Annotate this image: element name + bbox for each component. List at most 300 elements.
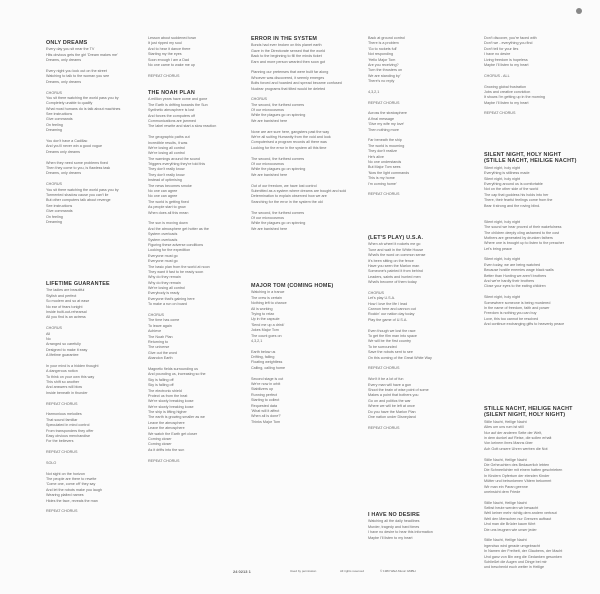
lyric-line: Up in the capsule: [251, 317, 280, 322]
lyric-line: Love, this too cannot be resolved: [484, 316, 539, 321]
song-block: [46, 40, 141, 225]
lyric-line: Maybe I'll listen to my heart: [368, 535, 413, 540]
lyric-line: And to hear it dance there: [148, 46, 191, 51]
lyric-line: Triggers everything they're told this: [148, 162, 206, 167]
lyric-line: Give out the word: [148, 350, 177, 355]
lyric-line: The label rewrite and start a slow reaction: [148, 124, 217, 129]
lyric-line: Abandon Earth: [148, 356, 173, 361]
lyric-line: Not on the other side of the world: [484, 187, 539, 192]
lyric-line: None are are sure here, gangsters past the way: [251, 129, 330, 134]
lyric-line: Everyone that's gaining here: [148, 296, 195, 301]
lyric-line: Wearing plaited names: [46, 493, 84, 498]
lyric-line: On feeling: [46, 122, 63, 127]
lyric-line: What most humans do is talk about machines: [46, 106, 121, 111]
lyric-line: Whoever was discovered, it seemly emerges: [251, 75, 325, 80]
lyric-line: Starting my the eyes: [148, 52, 182, 57]
lyric-line: Mothers are generated by drunken fathers: [484, 235, 553, 240]
lyric-line: Why do they remain: [148, 275, 181, 280]
lyric-line: Searching for the error in the system the old: [251, 199, 323, 204]
lyric-line: Watching in a trance: [251, 290, 285, 295]
lyric-line: They want it fast to be ready soon: [148, 269, 204, 274]
lyric-line: Second stage is cut: [251, 376, 284, 381]
lyric-line: CHORUS: [251, 97, 267, 102]
lyric-line: Nothing left to chance: [251, 301, 287, 306]
lyric-line: Die Schneelichter mit einem hatten geschrieben: [484, 468, 563, 473]
song-block: [251, 283, 346, 425]
lyric-line: In Namen der Freiheit, der Glaubens, der Macht: [484, 549, 563, 554]
lyric-line: Irgendwo wird gerade umgebracht: [484, 543, 540, 548]
lyric-line: He's alive: [368, 154, 384, 159]
lyric-line: While the plagues go on spinning: [251, 167, 306, 172]
song-title: LIFETIME GUARANTEE: [46, 281, 110, 287]
lyric-line: So modern and so at ease: [46, 299, 90, 304]
lyric-line: The world is mourning: [368, 143, 405, 148]
lyric-line: And we're hardly their brothers: [484, 279, 535, 284]
lyric-line: Across the stratosphere: [368, 111, 407, 116]
lyric-line: The electronic shield: [148, 388, 182, 393]
lyric-line: 'Hello Major Tom: [368, 57, 396, 62]
lyric-line: In Kindern Opfertum der elenden Kinder: [484, 473, 550, 478]
lyric-line: Save the robots sent to see: [368, 350, 413, 355]
lyric-line: Everyone must go: [148, 259, 178, 264]
credit-3: © 1983 WEA Music GMBH: [380, 569, 416, 573]
song-block: [46, 281, 141, 515]
lyric-line: Living freedom is hopeless: [484, 57, 528, 62]
lyric-line: The ship is lifting higher: [148, 410, 187, 415]
lyric-line: The news becomes smoke: [148, 183, 192, 188]
lyric-line: Completely unable to qualify: [46, 101, 93, 106]
lyric-line: SOLO: [46, 460, 57, 465]
lyric-line: uneinsicht dem Friede: [484, 489, 521, 494]
song-block: [148, 90, 243, 464]
lyric-line: When does all this mean: [148, 210, 189, 215]
lyric-line: When ah wheel it rockets me go: [368, 242, 421, 247]
song-block: [368, 512, 463, 541]
lyric-line: Let's play U.S.A.: [368, 296, 396, 301]
lyric-line: Silent night, holy night: [484, 257, 521, 262]
lyric-line: Far beneath the ship: [368, 138, 402, 143]
lyric-line: Earth below us: [251, 349, 276, 354]
lyric-line: in dem dunkel auf Reise, die sollen erhalt: [484, 435, 552, 440]
lyric-line: As it drifts into the sun: [148, 447, 185, 452]
lyric-line: Everybody is ready: [148, 291, 180, 296]
lyric-line: Back to the beginning to fill the minds ticket: [251, 54, 322, 59]
lyric-line: As people start to grow: [148, 205, 186, 210]
lyric-line: To think on your own this way: [46, 374, 95, 379]
song-block: [148, 36, 243, 79]
lyric-line: Even today, we are being watched: [484, 262, 541, 267]
lyric-line: Why do they remain: [148, 280, 181, 285]
lyric-line: The earth is growing smaller as we: [148, 415, 205, 420]
lyric-line: We watch the Earth get closer: [148, 431, 198, 436]
lyric-line: And answers will blow: [46, 385, 83, 390]
lyric-line: REPEAT CHORUS: [368, 100, 400, 105]
lyric-line: REPEAT CHORUS: [148, 73, 180, 78]
lyric-line: Bear it strong and the roving blind.: [484, 203, 541, 208]
lyric-line: Weil den Menschen nur Grenzen aufbaut: [484, 516, 552, 521]
lyric-line: Of our microcosmos: [251, 162, 284, 166]
lyric-line: While the plagues go on spinning: [251, 113, 306, 118]
lyric-line: They don't really know: [148, 167, 185, 172]
lyric-line: Not responding: [368, 52, 394, 57]
lyric-line: The second, the furthest corners: [251, 156, 305, 161]
lyric-line: Returning to: [148, 339, 169, 344]
lyric-line: REPEAT CHORUS: [484, 111, 516, 116]
lyric-line: Alles um uns rum ist still: [484, 425, 524, 430]
lyric-line: Bonds had ever broken on this planet earth: [251, 43, 322, 48]
lyric-line: To be surrounded: [368, 344, 397, 349]
lyric-line: Stille Nacht, Heilige Nacht: [484, 538, 527, 543]
lyric-line: CHORUS: [46, 326, 62, 331]
lyric-line: 4,3,2,1: [368, 89, 380, 94]
lyric-line: Looking for the error in the system all this time: [251, 145, 327, 150]
lyric-line: Of our microcosmos: [251, 108, 284, 113]
lyric-line: Und man die Brüder kaum führt: [484, 522, 536, 527]
lyric-line: You don't have a Cadillac: [46, 139, 88, 144]
lyric-line: Protect us from the heat: [148, 393, 188, 398]
lyric-line: Dreaming: [46, 219, 62, 224]
lyric-line: Incredible results, it was: [148, 140, 188, 145]
lyric-line: It's been sitting on the fence: [368, 258, 414, 263]
lyric-line: Soon enough I am a Dad: [148, 57, 190, 62]
lyric-line: Turn the thrusters on: [368, 68, 403, 73]
lyric-line: Magnetic fields surrounding us: [148, 366, 199, 371]
lyric-line: All: [46, 331, 51, 336]
lyric-line: Cannon here and cannon out: [368, 307, 416, 312]
lyric-line: Tormented shadow cause you can't lie: [46, 192, 109, 197]
lyric-line: Let's bring peace: [484, 246, 512, 251]
lyric-line: Die uns leugnen wie unser jeder: [484, 527, 537, 532]
lyric-line: We're slowly breaking loose: [148, 399, 194, 404]
lyric-line: Makes a point that bothers you: [368, 393, 419, 398]
lyric-line: The sun is moving down: [148, 221, 188, 226]
lyric-line: Planning our pretenses that were built far along: [251, 70, 329, 75]
lyric-line: Determination to explain observed how we are: [251, 194, 327, 199]
lyric-line: CHORUS: [46, 182, 62, 187]
lyric-line: Mütter und betrunkenen Vätern bekommt: [484, 479, 552, 484]
lyric-line: We're all suiting Humanity from the void and look: [251, 135, 331, 140]
lyric-line: We're now in orbit: [251, 382, 281, 387]
lyric-line: See instructions: [46, 203, 73, 208]
lyric-line: Every man will have a gun: [368, 382, 412, 387]
lyric-line: 'Now the light commands: [368, 170, 410, 175]
lyric-line: But other computers talk about revenge: [46, 198, 111, 203]
lyric-line: REPEAT CHORUS: [368, 425, 400, 430]
lyric-line: Even though we lost the race: [368, 328, 416, 333]
lyric-line: I'm coming home': [368, 181, 397, 186]
lyric-line: Looking for the expedition: [148, 248, 191, 253]
lyric-line: Easy obvious merchandise: [46, 433, 91, 438]
lyric-line: Instead of optimising: [148, 178, 182, 183]
lyric-line: Weil keiner mehr richtig dem andern vertraut: [484, 511, 557, 516]
lyric-line: The crew is certain: [251, 295, 282, 300]
lyric-line: Floating weightless: [251, 360, 283, 365]
lyric-line: Arranged so carefully: [46, 342, 81, 347]
lyric-line: Watching to talk to the woman you see: [46, 74, 110, 79]
lyric-line: Not sight on the horizon: [46, 471, 85, 476]
song-title: ONLY DREAMS: [46, 40, 88, 46]
lyric-line: Gave in the Directorate sensed that the world: [251, 48, 325, 53]
logo-icon: [576, 8, 582, 14]
lyric-line: The Noah Plan: [148, 334, 173, 339]
lyric-line: Silent night, holy night: [484, 219, 521, 224]
lyric-line: Out of our freedom, we have lost control: [251, 183, 317, 188]
song-title: THE NOAH PLAN: [148, 90, 195, 96]
lyric-line: To leave again: [148, 323, 172, 328]
lyric-line: Then nothing more: [368, 127, 399, 132]
song-block: [484, 152, 584, 328]
lyric-line: We will be the first country: [368, 339, 411, 344]
lyric-line: Requested data: [251, 403, 278, 408]
lyric-line: Stille Nacht, Heilige Nacht: [484, 500, 527, 505]
lyric-line: System overloads: [148, 232, 178, 237]
lyric-line: Wir man ein Paran geenne: [484, 484, 528, 489]
lyric-line: Selbst heute werden wir bewacht: [484, 506, 539, 511]
lyric-line: Leave the atmosphere: [148, 420, 185, 425]
lyric-line: Maybe I'll listen to my heart: [484, 62, 529, 67]
lyric-line: Give commands: [46, 209, 73, 214]
lyric-line: 'Come one, come off' they say: [46, 482, 96, 487]
lyric-line: There is a problem: [368, 41, 399, 46]
lyric-line: Everyone must go: [148, 253, 178, 258]
lyric-line: It shows I'm getting up in the morning: [484, 95, 545, 100]
lyric-line: Go on and politics the war: [368, 398, 411, 403]
lyric-line: The world is getting fixed: [148, 199, 189, 204]
lyric-line: Of our microcosmos: [251, 215, 284, 220]
lyric-line: Figuring these adverse conditions: [148, 242, 204, 247]
lyric-line: This is my home: [368, 176, 395, 181]
lyric-line: That sound familiar: [46, 417, 78, 422]
catalog-number: 24 0213 1: [233, 569, 251, 574]
lyric-line: And forces the computers off: [148, 113, 196, 118]
lyric-line: Stylish and perfect: [46, 293, 77, 298]
lyric-line: Schließet die Augen und Dinge bei mir: [484, 559, 547, 564]
lyric-line: 4,3,2,1: [251, 338, 263, 343]
lyric-line: The geographic paths cut: [148, 135, 190, 140]
lyric-line: Inside beneath in thunder: [46, 390, 88, 395]
lyric-line: A dangerous notion: [46, 369, 78, 374]
lyric-line: Und ganz von Bin weg die Gedanken gesunken: [484, 554, 562, 559]
lyric-line: Die Geheuchten des Bedauerlich lebten: [484, 462, 550, 467]
lyric-line: We are banished here: [251, 226, 288, 231]
lyric-line: Somewhere someone is being murdered: [484, 300, 551, 305]
lyric-line: Close your eyes to the eating children: [484, 284, 546, 289]
song-block: [368, 235, 463, 431]
lyric-line: We're losing all control: [148, 286, 185, 291]
lyric-line: I have no desire to hear this information: [368, 530, 433, 535]
credit-1: Used by permission: [290, 569, 317, 573]
lyric-line: CHORUS: [368, 290, 384, 295]
lyric-line: Then they come to you, is flawless task: [46, 166, 111, 170]
lyric-line: The people are there to rewrite: [46, 477, 97, 482]
lyric-line: Starting to collect: [251, 398, 280, 403]
lyric-line: Coming closer: [148, 437, 172, 442]
lyric-line: When they need some problems fixed: [46, 160, 108, 165]
lyric-line: Running perfect: [251, 392, 278, 397]
lyric-line: Every night you look out on the street: [46, 68, 107, 73]
lyric-line: What's the word on common sense: [368, 253, 426, 258]
lyric-line: System overloads: [148, 237, 178, 242]
lyric-line: In the name of freedom, faith and power: [484, 305, 550, 310]
lyric-line: 'Go to rockets full': [368, 46, 398, 51]
lyric-line: Hits obvious gets the girl 'Dream makes me': [46, 52, 118, 57]
lyric-line: Leaders, saints and hunted men: [368, 274, 421, 279]
lyric-line: Where we will be left at once: [368, 404, 415, 409]
lyric-line: Dreams only dreams: [46, 149, 81, 154]
lyric-line: Do you have the Marlon Plan: [368, 409, 416, 414]
lyric-line: Sky is falling off: [148, 383, 174, 388]
lyric-line: We are banished here: [251, 172, 288, 177]
lyric-line: Harmonious melodies: [46, 412, 82, 417]
lyric-line: No one can agree: [148, 194, 178, 199]
song-block: [484, 36, 584, 117]
lyric-line: Have you seen the Marlon man: [368, 263, 420, 268]
lyric-line: The count goes on: [251, 333, 282, 338]
lyric-line: Drifting, falling: [251, 355, 275, 360]
lyric-line: The children deeply cling ashamed to the cost: [484, 230, 560, 235]
lyric-line: Thinks Major Tom: [251, 419, 281, 424]
lyric-line: No one understands: [368, 159, 402, 164]
lyric-line: A final message: [368, 116, 395, 121]
lyric-line: Someone's painted it from behind: [368, 269, 423, 274]
lyric-line: Synthetic atmosphere is lost: [148, 108, 195, 113]
lyric-line: Speculated in mind control: [46, 423, 90, 428]
credit-2: All rights reserved: [340, 569, 365, 573]
lyric-line: CHORUS - ALL: [484, 73, 510, 78]
lyric-line: Communications are jammed: [148, 118, 196, 123]
lyric-line: One nation under Disneyland: [368, 414, 416, 419]
lyric-line: The cap that goddess his holds into her: [484, 192, 549, 197]
lyric-line: REPEAT CHORUS: [46, 509, 78, 514]
lyric-line: Stabilizers up: [251, 387, 274, 392]
lyric-line: Freedom is nothing you can buy: [484, 311, 537, 316]
lyric-line: No ear of fears tonight: [46, 304, 83, 309]
lyric-line: Ach Gott unsere Uhren werben die Not: [484, 446, 548, 451]
lyric-line: When all is done?': [251, 414, 282, 419]
song-title: SILENT NIGHT, HOLY NIGHT (STILLE NACHT, HEILIGE NACHT): [484, 152, 577, 165]
lyric-line: Dreams, only dreams: [46, 58, 82, 63]
lyric-line: A million years have come and gone: [148, 97, 208, 102]
lyric-line: We are standing by': [368, 73, 401, 78]
lyric-line: Back at ground control: [368, 36, 405, 40]
lyric-line: Jokes Major Tom: [251, 328, 279, 333]
lyric-line: Bolts forced and hoarded and spread became confused: [251, 81, 342, 86]
song-title: STILLE NACHT, HEILIGE NACHT (SILENT NIGHT, HOLY NIGHT): [484, 406, 573, 419]
lyric-line: The Earth is drifting towards the Sun: [148, 102, 208, 107]
song-block: [251, 36, 346, 232]
lyric-line: Hides the face, reveals the man: [46, 498, 98, 503]
lyric-line: Dreams, only dreams: [46, 171, 82, 176]
lyric-line: Dreams, only dreams: [46, 79, 82, 84]
lyric-line: Inside built-out-rehearsal: [46, 309, 87, 314]
lyric-line: But Major Tom sees: [368, 165, 401, 170]
lyric-line: Don't tell for your lies: [484, 46, 519, 51]
lyric-line: All you find is an actress: [46, 315, 86, 320]
lyric-line: Silent night, holy night: [484, 176, 521, 181]
lyric-line: CHORUS: [148, 313, 164, 318]
lyric-line: And continue exchanging gifts to heavenly peace: [484, 322, 565, 327]
lyric-line: Tune and wait in the White House: [368, 247, 424, 252]
lyric-line: We're slowly breaking loose: [148, 404, 194, 409]
lyric-line: Dreaming: [46, 128, 62, 133]
lyric-line: It just ripped my soul: [148, 41, 182, 46]
lyric-line: Silent night, holy night: [484, 165, 521, 170]
lyric-line: No: [46, 336, 51, 341]
lyric-line: Trying to relax: [251, 311, 275, 316]
lyric-line: Achieve: [148, 329, 162, 334]
song-block: [484, 406, 584, 571]
lyric-line: REPEAT CHORUS: [368, 366, 400, 371]
lyric-line: Every day you sit near the TV: [46, 47, 95, 52]
lyric-line: The sound we hear proved of their wakefulness: [484, 225, 562, 230]
lyric-line: There's no reply: [368, 79, 395, 84]
lyric-line: Jobs and creative conviction: [484, 89, 531, 94]
lyric-line: Sky is falling off: [148, 377, 174, 382]
lyric-line: REPEAT CHORUS: [46, 450, 78, 455]
lyric-line: Watching all the daily headlines: [368, 519, 420, 524]
lyric-line: Stille Nacht, Heilige Nacht: [484, 419, 527, 424]
lyric-line: The basic plan from the world at noon: [148, 264, 210, 269]
song-title: MAJOR TOM (COMING HOME): [251, 283, 334, 289]
song-title: (LET'S PLAY) U.S.A.: [368, 235, 424, 241]
song-block: [368, 36, 463, 198]
lyric-line: Are you receiving?: [368, 62, 399, 67]
lyric-line: To make a run on board: [148, 302, 187, 307]
lyric-line: REPEAT CHORUS: [46, 401, 78, 406]
lyric-line: Silent night, holy night: [484, 295, 521, 300]
lyric-line: This shift so another: [46, 380, 80, 385]
lyric-line: And you'll never win a good vogue: [46, 144, 103, 149]
lyric-line: What's become of them today: [368, 280, 417, 285]
lyric-line: And the atmosphere get hotter as the: [148, 226, 209, 231]
lyric-line: The warnings around the sound: [148, 156, 200, 161]
lyric-line: Leave the atmosphere: [148, 426, 185, 431]
lyric-line: Von keinem ihres Manns über: [484, 441, 533, 446]
lyric-line: They don't realize: [368, 149, 397, 154]
lyric-line: Rockin' our nation day today: [368, 312, 415, 317]
lyric-line: From transponders they offer: [46, 428, 94, 433]
lyric-line: No one can agree: [148, 189, 178, 194]
lyric-line: Coming closer: [148, 442, 172, 447]
lyric-line: All is working: [251, 306, 273, 311]
lyric-line: Designed to make it easy: [46, 347, 88, 352]
lyric-line: To get the film man into space: [368, 334, 417, 339]
lyric-line: While the plagues go on spinning: [251, 221, 306, 226]
lyric-line: Won't it be a lot of fun: [368, 377, 404, 382]
lyric-line: They don't really know: [148, 172, 185, 177]
lyric-line: How I love the life I lead: [368, 301, 408, 306]
lyric-line: Everything around us is comfortable: [484, 181, 543, 186]
lyric-line: Don't we - everything you find: [484, 41, 533, 46]
lyric-line: There, their fearful feelings come from the: [484, 198, 553, 203]
lyric-line: Better than Hunting we aren't brothers: [484, 273, 547, 278]
lyric-line: Stille Nacht, Heilige Nacht: [484, 457, 527, 462]
lyric-line: Growing global frustration: [484, 84, 527, 89]
lyric-line: The universe: [148, 345, 170, 350]
lyric-line: REPEAT CHORUS: [148, 458, 180, 463]
lyric-line: I have no desire: [484, 52, 511, 57]
lyric-line: We're losing all control: [148, 145, 185, 150]
lyric-line: REPEAT CHORUS: [368, 192, 400, 197]
lyric-line: We're losing all control: [148, 151, 185, 156]
lyric-line: For the believers: [46, 439, 74, 444]
lyric-line: 'Give my wife my love': [368, 122, 405, 127]
lyric-line: The time has come: [148, 318, 180, 323]
lyric-line: und beschenkt euch weiter in Heilige: [484, 565, 545, 570]
song-title: I HAVE NO DESIRE: [368, 512, 420, 518]
lyric-line: We are banished here: [251, 118, 288, 123]
lyric-line: Because hostile enemies wage black walls: [484, 268, 554, 273]
